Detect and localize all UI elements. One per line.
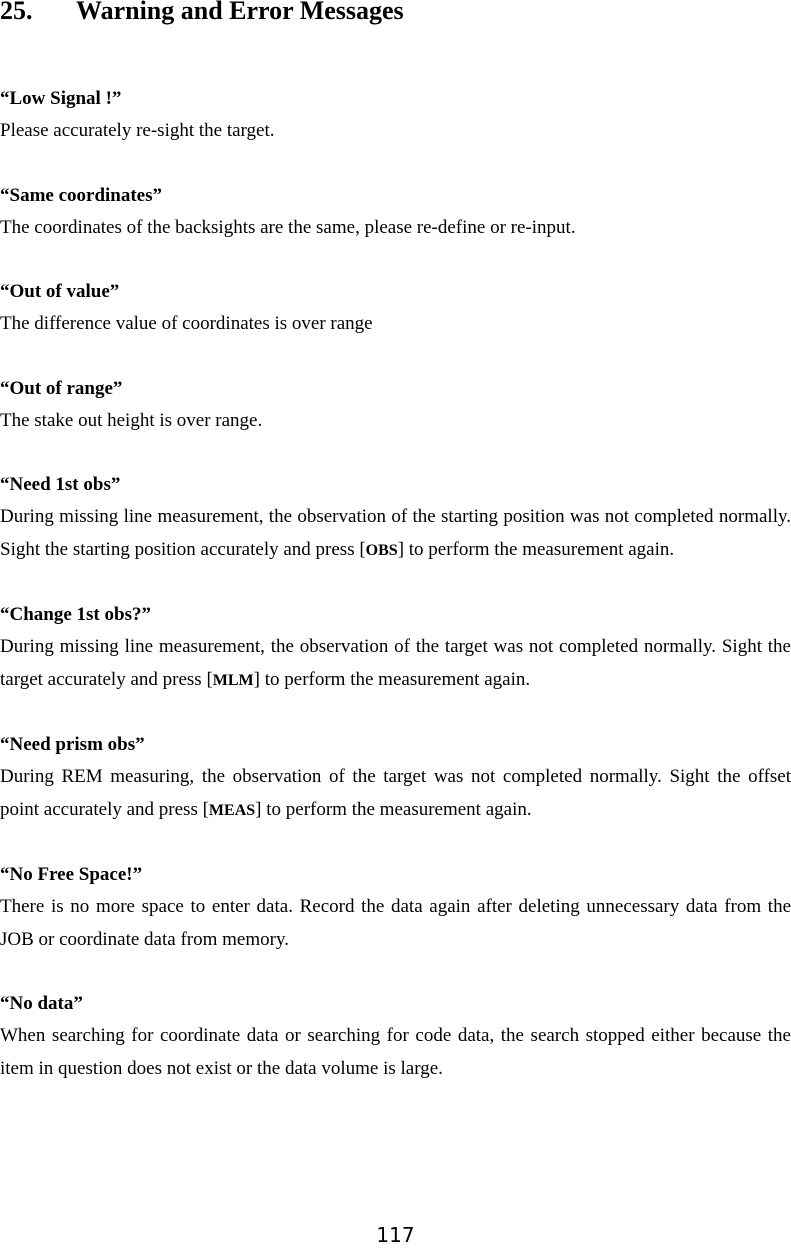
message-title: “Out of range” [0,377,123,399]
message-out-of-value [0,276,791,341]
message-same-coordinates [0,180,791,245]
message-description [0,631,791,697]
description-text-before: During REM measuring, the observation of the target was not completed normally. Sight the offset point accurately and press [ [0,766,791,820]
message-title: “Same coordinates” [0,184,163,206]
message-description: There is no more space to enter data. Record the data again after deleting unnecessary data from the JOB or coordinate data from memory. [0,896,791,950]
message-need-prism-obs [0,729,791,827]
section-title: Warning and Error Messages [76,0,404,25]
message-description: The stake out height is over range. [0,409,263,431]
message-title: “Change 1st obs?” [0,604,151,625]
message-title: “Out of value” [0,281,120,302]
message-low-signal [0,83,791,148]
obs-key-label: OBS [365,541,398,559]
message-title: “Low Signal !” [0,88,122,109]
message-description: The coordinates of the backsights are the same, please re-define or re-input. [0,216,576,238]
meas-key-label: MEAS [208,801,256,819]
message-out-of-range [0,373,791,438]
message-description [0,761,791,827]
section-number: 25. [0,0,33,25]
message-title: “No data” [0,993,83,1014]
message-list [0,83,791,1117]
section-heading [0,0,404,28]
page-number: 117 [376,1223,415,1247]
message-no-data [0,988,791,1085]
message-description: Please accurately re-sight the target. [0,120,275,141]
message-description: The difference value of coordinates is over range [0,313,373,334]
message-description [0,501,791,567]
description-text-after: ] to perform the measurement again. [255,798,532,820]
description-text-before: During missing line measurement, the observation of the target was not completed normally. Sight the target accurately and press [ [0,636,791,690]
message-title: “Need 1st obs” [0,474,121,495]
description-text-before: During missing line measurement, the observation of the starting position was not completed normally. Sight the starting position accurately and press [ [0,506,791,560]
description-text-after: ] to perform the measurement again. [397,538,675,560]
mlm-key-label: MLM [212,671,254,689]
message-no-free-space [0,859,791,956]
message-description: When searching for coordinate data or searching for code data, the search stopped either because the item in question does not exist or the data volume is large. [0,1025,791,1079]
message-need-1st-obs [0,469,791,567]
description-text-after: ] to perform the measurement again. [253,668,531,690]
message-change-1st-obs [0,599,791,697]
message-title: “No Free Space!” [0,864,143,885]
message-title: “Need prism obs” [0,734,145,755]
